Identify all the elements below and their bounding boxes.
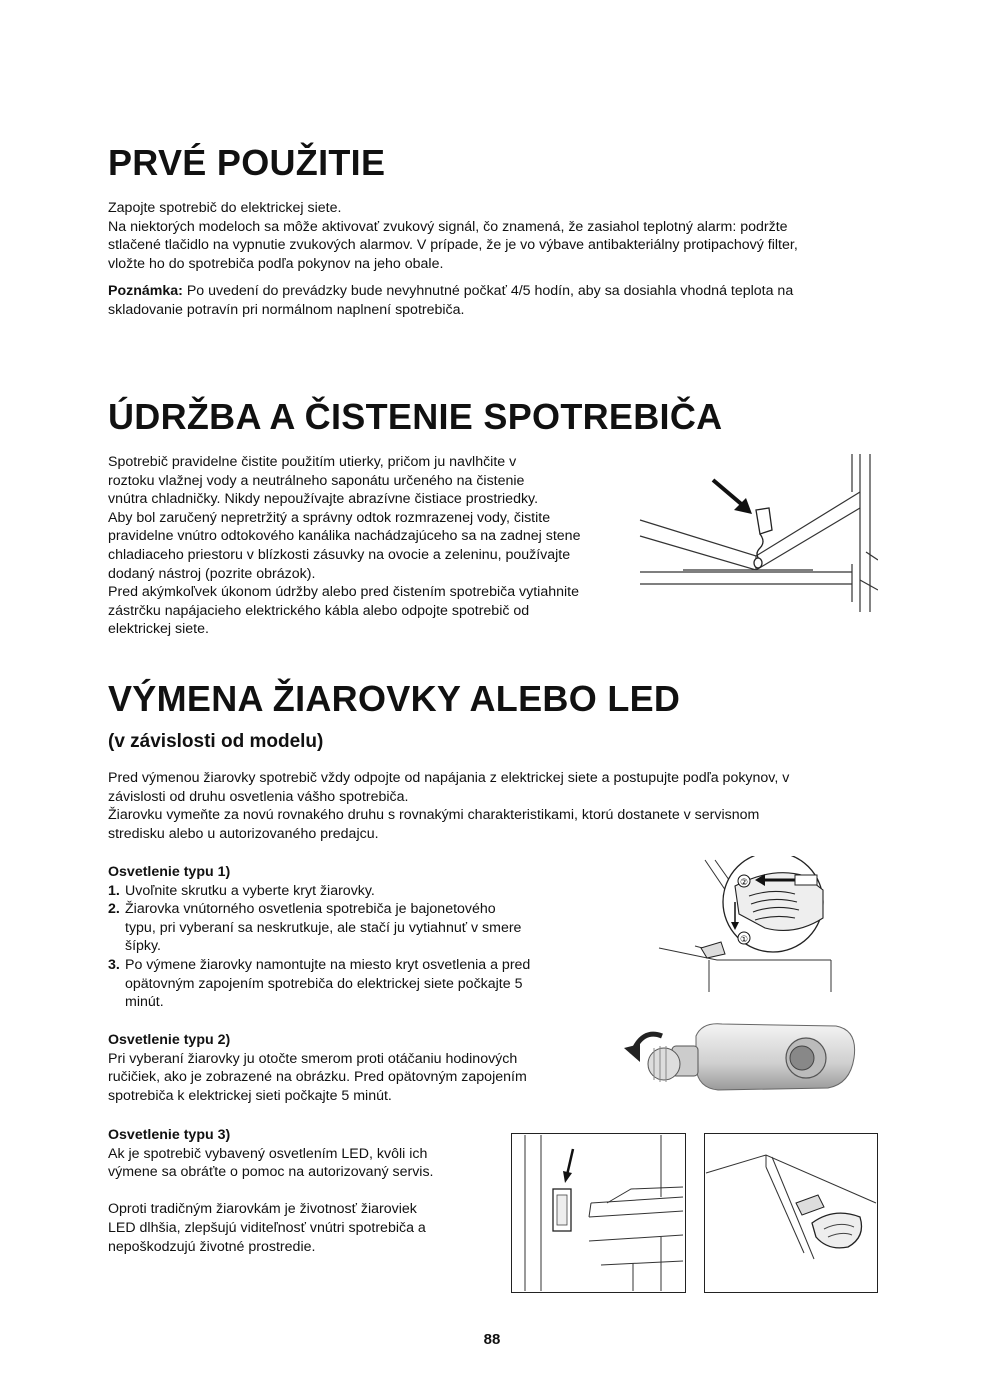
- text-line: Pred výmenou žiarovky spotrebič vždy odpojte od napájania z elektrickej siete a postupujte podľa pokynov, v: [108, 770, 790, 786]
- text-line: výmene sa obráťte o pomoc na autorizovaný servis.: [108, 1164, 434, 1181]
- step-line: Uvoľnite skrutku a vyberte kryt žiarovky.: [125, 882, 375, 899]
- text-line: závislosti od druhu osvetlenia vášho spotrebiča.: [108, 788, 409, 805]
- first-use-title: PRVÉ POUŽITIE: [108, 142, 386, 183]
- lamp-type1-illustration: [655, 856, 835, 996]
- lighting-type-2: [108, 1031, 588, 1105]
- text-line: vnútra chladničky. Nikdy nepoužívajte abrazívne čistiace prostriedky.: [108, 491, 539, 508]
- text-line: Zapojte spotrebič do elektrickej siete.: [108, 200, 342, 216]
- led-illustration-interior: [511, 1133, 686, 1293]
- step-number: 3.: [108, 956, 120, 973]
- callout-2-label: ②: [739, 878, 749, 888]
- text-line: chladiaceho priestoru v blízkosti zásuvky na ovocie a zeleninu, používajte: [108, 546, 571, 563]
- step-line: opätovným zapojením spotrebiča do elektrickej siete počkajte 5: [125, 975, 523, 992]
- step-number: 2.: [108, 901, 120, 918]
- text-line: elektrickej siete.: [108, 621, 209, 638]
- lamp-type2-illustration: [622, 1018, 858, 1098]
- text-line: Na niektorých modeloch sa môže aktivovať zvukový signál, čo znamená, že zasiahol teplotný alarm: podržte: [108, 218, 788, 235]
- drain-tool-icon: [754, 508, 772, 568]
- text-line: Žiarovku vymeňte za novú rovnakého druhu s rovnakými charakteristikami, ktorú dostanete v servisnom: [108, 807, 760, 824]
- text-line: Oproti tradičným žiarovkám je životnosť žiaroviek: [108, 1201, 417, 1218]
- maintenance-title: ÚDRŽBA A ČISTENIE SPOTREBIČA: [108, 396, 723, 437]
- drain-cleaning-illustration: [638, 452, 878, 622]
- text-line: stredisku alebo u autorizovaného predajcu.: [108, 825, 379, 842]
- arrow-icon: [713, 480, 752, 514]
- type3-heading: Osvetlenie typu 3): [108, 1127, 231, 1143]
- text-line: zástrčku napájacieho elektrického kábla alebo odpojte spotrebič od: [108, 602, 530, 619]
- bulb-intro: [108, 769, 898, 843]
- bulb-subtitle: (v závislosti od modelu): [108, 731, 324, 752]
- text-line: Spotrebič pravidelne čistite použitím utierky, pričom ju navlhčite v: [108, 454, 517, 470]
- maintenance-text: [108, 453, 638, 639]
- note-text-2: skladovanie potravín pri normálnom naplnení spotrebiča.: [108, 301, 465, 318]
- note-text: Po uvedení do prevádzky bude nevyhnutné počkať 4/5 hodín, aby sa dosiahla vhodná teplota na: [182, 283, 794, 300]
- note: [108, 282, 888, 301]
- bulb-title: VÝMENA ŽIAROVKY ALEBO LED: [108, 678, 681, 719]
- first-use-text: [108, 199, 888, 320]
- step-line: typu, pri vyberaní sa neskrutkuje, ale stačí ju vytiahnuť v smere: [125, 919, 522, 936]
- callout-1-label: ①: [739, 935, 749, 945]
- text-line: nepoškodzujú životné prostredie.: [108, 1238, 316, 1255]
- text-line: dodaný nástroj (pozrite obrázok).: [108, 565, 316, 582]
- step-line: šípky.: [125, 938, 162, 955]
- text-line: Ak je spotrebič vybavený osvetlením LED, kvôli ich: [108, 1145, 428, 1162]
- type1-steps: [108, 882, 588, 1012]
- text-line: Pred akýmkoľvek úkonom údržby alebo pred čistením spotrebiča vytiahnite: [108, 584, 579, 601]
- step-line: minút.: [125, 994, 164, 1011]
- step-line: Žiarovka vnútorného osvetlenia spotrebiča je bajonetového: [125, 901, 496, 918]
- text-line: vložte ho do spotrebiča podľa pokynov na jeho obale.: [108, 255, 444, 272]
- page-number: 88: [483, 1331, 501, 1348]
- step-number: 1.: [108, 882, 120, 899]
- type2-heading: Osvetlenie typu 2): [108, 1032, 231, 1048]
- led-illustration-closeup: [704, 1133, 878, 1293]
- text-line: LED dlhšia, zlepšujú viditeľnosť vnútri spotrebiča a: [108, 1219, 426, 1236]
- list-item: [108, 900, 588, 956]
- lighting-type-1: [108, 863, 588, 1012]
- step-line: Po výmene žiarovky namontujte na miesto kryt osvetlenia a pred: [125, 956, 531, 973]
- text-line: spotrebiča k elektrickej sieti počkajte 5 minút.: [108, 1087, 392, 1104]
- list-item: [108, 956, 588, 1012]
- text-line: Pri vyberaní žiarovky ju otočte smerom proti otáčaniu hodinových: [108, 1050, 518, 1067]
- type1-heading: Osvetlenie typu 1): [108, 864, 231, 880]
- text-line: pravidelne vnútro odtokového kanálika nachádzajúceho sa na zadnej stene: [108, 528, 581, 545]
- text-line: stlačené tlačidlo na vypnutie zvukových alarmov. V prípade, že je vo výbave antibakteriálny protipachový filter,: [108, 237, 798, 254]
- note-label: Poznámka:: [108, 283, 183, 300]
- lighting-type-3: [108, 1126, 508, 1256]
- text-line: ručičiek, ako je zobrazené na obrázku. Pred opätovným zapojením: [108, 1069, 527, 1086]
- text-line: roztoku vlažnej vody a neutrálneho saponátu určeného na čistenie: [108, 472, 525, 489]
- list-item: [108, 882, 588, 901]
- text-line: Aby bol zaručený nepretržitý a správny odtok rozmrazenej vody, čistite: [108, 509, 551, 526]
